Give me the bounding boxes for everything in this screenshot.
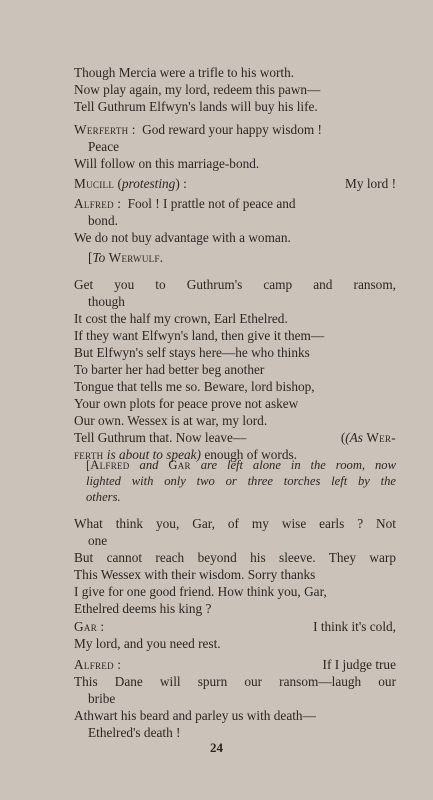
verse-line: one (88, 533, 108, 548)
direction-word: (As (345, 430, 363, 445)
gar-speech: Gar : I think it's cold, My lord, and you need rest. (74, 619, 396, 651)
alfred-speech-werwulf: Get you to Guthrum's camp and ransom, though It cost the half my crown, Earl Ethelred. If they want Elfwyn's land, then give it them— But Elfwyn's self stays here—he who thinks To barter her had better beg another Tongue that tells me so. Beware, lord bishop, Your own plots for peace prove not askew Our own. Wessex is at war, my lord. Tell Guthrum that. Now leave— ((As Wer- ferth is about to speak) enough of words. (74, 277, 396, 462)
speaker-name: Alfred (74, 196, 114, 211)
verse-line: I give for one good friend. How think you, Gar, (74, 584, 327, 599)
speaker-name: Mucill (74, 176, 115, 191)
stage-direction: is about to speak) (106, 447, 201, 462)
verse-line: Get you to Guthrum's camp and ransom, (74, 277, 396, 292)
character-name: Gar (168, 458, 191, 472)
verse-line: This Wessex with their wisdom. Sorry thanks (74, 567, 316, 582)
character-name: ferth (74, 447, 104, 462)
verse-line: enough of words. (204, 447, 298, 462)
verse-opening (74, 64, 396, 115)
direction-word: To (92, 250, 106, 265)
stage-direction-line: lighted with only two or three torches left by the (86, 474, 396, 488)
verse-line: I think it's cold, (313, 619, 396, 634)
verse-line: Tell Guthrum Elfwyn's lands will buy his life. (74, 99, 318, 114)
verse-line: My lord, and you need rest. (74, 636, 221, 651)
verse-line: Will follow on this marriage-bond. (74, 156, 260, 171)
alfred-speech-2 (74, 515, 396, 617)
speaker-name: Alfred (74, 657, 114, 672)
verse-line: Ethelred's death ! (88, 725, 181, 740)
character-name: Werwulf. (108, 250, 164, 265)
verse-line: God reward your happy wisdom ! (142, 122, 322, 137)
verse-line: This Dane will spurn our ransom—laugh our (74, 674, 396, 689)
stage-direction-werwulf: [To Werwulf. (88, 250, 164, 265)
verse-line: Peace (88, 139, 120, 154)
speaker-name: Gar (74, 619, 98, 634)
verse-line: If they want Elfwyn's land, then give it them— (74, 328, 325, 343)
verse-line: though (88, 294, 125, 309)
verse-line: But cannot reach beyond his sleeve. They warp (74, 550, 396, 565)
verse-line: Though Mercia were a trifle to his worth. (74, 65, 295, 80)
mucill-speech: Mucill (protesting) : My lord ! (74, 176, 396, 191)
verse-line: bond. (88, 213, 118, 228)
speaker-name: Werferth (74, 122, 129, 137)
verse-line: We do not buy advantage with a woman. (74, 230, 291, 245)
alfred-speech-1: Alfred : Fool ! I prattle not of peace and bond. We do not buy advantage with a woman. (74, 195, 396, 246)
verse-line: Ethelred deems his king ? (74, 601, 212, 616)
werferth-speech: Werferth : God reward your happy wisdom ! Peace Will follow on this marriage-bond. (74, 121, 396, 172)
verse-line: Your own plots for peace prove not askew (74, 396, 299, 411)
verse-line: But Elfwyn's self stays here—he who thinks (74, 345, 310, 360)
verse-line: Tongue that tells me so. Beware, lord bishop, (74, 379, 315, 394)
verse-line: If I judge true (322, 657, 396, 672)
stage-direction-line: others. (86, 490, 121, 504)
verse-line: Tell Guthrum that. Now leave— (74, 430, 247, 445)
character-name: Alfred (90, 458, 130, 472)
verse-line: My lord ! (345, 176, 396, 191)
verse-line: Athwart his beard and parley us with death— (74, 708, 316, 723)
stage-direction: protesting (121, 176, 176, 191)
stage-direction-alone: [Alfred and Gar are left alone in the room, now lighted with only two or three torches left by the others. (86, 458, 396, 504)
verse-line: It cost the half my crown, Earl Ethelred. (74, 311, 288, 326)
verse-line: Fool ! I prattle not of peace and (127, 196, 296, 211)
verse-line: To barter her had better beg another (74, 362, 265, 377)
page-number: 24 (210, 740, 223, 755)
verse-line: bribe (88, 691, 116, 706)
alfred-speech-3: Alfred : If I judge true This Dane will spurn our ransom—laugh our bribe Athwart his beard and parley us with death— Ethelred's death ! (74, 657, 396, 740)
verse-line: Now play again, my lord, redeem this pawn— (74, 82, 321, 97)
verse-line: What think you, Gar, of my wise earls ? Not (74, 516, 396, 531)
verse-line: Our own. Wessex is at war, my lord. (74, 413, 268, 428)
character-name: Wer- (366, 430, 396, 445)
